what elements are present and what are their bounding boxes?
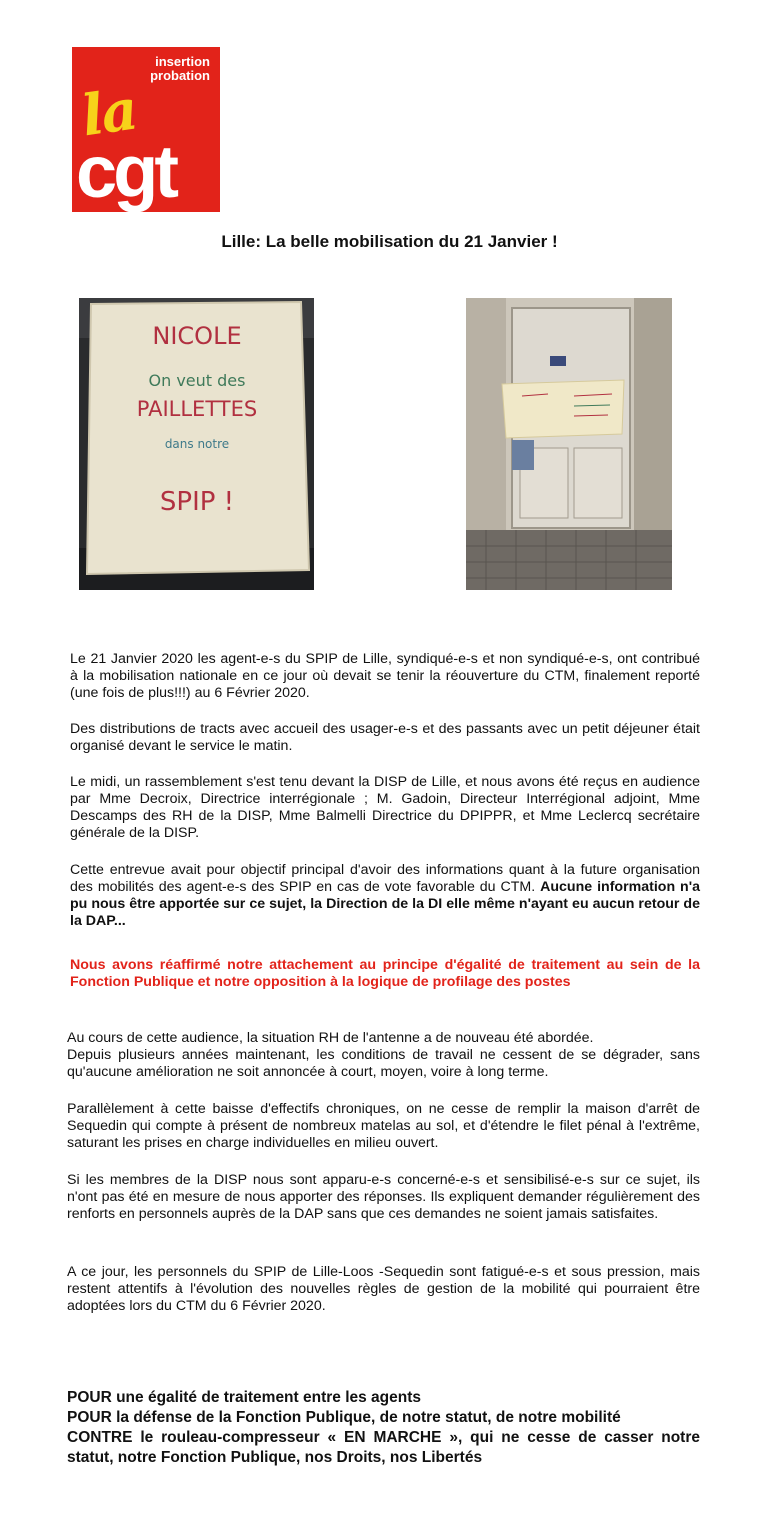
paragraph-situation-rh xyxy=(67,1030,700,1081)
banner-text-dans-notre: dans notre xyxy=(164,437,230,451)
paragraph-entrevue-text: Cette entrevue avait pour objectif principal d'avoir des informations quant à la future organisation des mobilités des agent-e-s des SPIP en cas de vote favorable du CTM. xyxy=(70,862,700,895)
slogan-fonction-publique: POUR la défense de la Fonction Publique, de notre statut, de notre mobilité xyxy=(67,1409,621,1426)
closing-slogans xyxy=(67,1388,700,1468)
logo-line-insertion: insertion xyxy=(155,54,210,69)
slogan-egalite: POUR une égalité de traitement entre les agents xyxy=(67,1389,422,1406)
cgt-logo xyxy=(72,47,220,212)
slogan-contre: CONTRE le rouleau-compresseur « EN MARCHE », qui ne cesse de casser notre statut, notre Fonction Publique, nos Droits, nos Libertés xyxy=(67,1429,700,1466)
banner-text-paillettes: PAILLETTES xyxy=(136,397,258,421)
paragraph-situation-rh-line1: Au cours de cette audience, la situation RH de l'antenne a de nouveau été abordée. xyxy=(67,1030,594,1046)
paragraph-situation-rh-line2: Depuis plusieurs années maintenant, les conditions de travail ne cessent de se dégrader, sans qu'aucune amélioration ne soit annoncée à court, moyen, voire à long terme. xyxy=(67,1047,700,1080)
paragraph-entrevue-bold: Aucune information n'a pu nous être apportée sur ce sujet, la Direction de la DI elle même n'ayant eu aucun retour de la DAP... xyxy=(70,879,700,929)
paragraph-ce-jour: A ce jour, les personnels du SPIP de Lille-Loos -Sequedin sont fatigué-e-s et sous pression, mais restent attentifs à l'évolution des nouvelles règles de gestion de la mobilité qui pourraient être adoptées lors du CTM du 6 Février 2020. xyxy=(67,1264,700,1314)
banner-text-spip: SPIP ! xyxy=(159,487,235,517)
banner-text-nicole: NICOLE xyxy=(152,322,242,350)
paragraph-effectifs: Parallèlement à cette baisse d'effectifs chroniques, on ne cesse de remplir la maison d'arrêt de Sequedin qui compte à présent de nombreux matelas au sol, et d'étendre le filet pénal à l'extrême, saturant les prises en charge individuelles en milieu ouvert. xyxy=(67,1101,700,1151)
paragraph-rassemblement: Le midi, un rassemblement s'est tenu devant la DISP de Lille, et nous avons été reçus en audience par Mme Decroix, Directrice interrégionale ; M. Gadoin, Directeur Interrégional adjoint, Mme Descamps des RH de la DISP, Mme Balmelli Directrice du DPIPPR, et Mme Leclercq secrétaire générale de la DISP. xyxy=(70,774,700,841)
logo-line-probation: probation xyxy=(150,68,210,83)
logo-cgt: cgt xyxy=(76,130,175,212)
page-title: Lille: La belle mobilisation du 21 Janvier ! xyxy=(221,232,558,251)
banner-text-on-veut: On veut des xyxy=(148,371,246,390)
paragraph-entrevue xyxy=(70,862,700,930)
logo-subtitle xyxy=(150,55,210,83)
logo-la: la xyxy=(77,76,140,150)
banner-photo-door xyxy=(466,298,672,590)
banner-photo-paillettes xyxy=(79,298,314,590)
paragraph-disp: Si les membres de la DISP nous sont apparu-e-s concerné-e-s et sensibilisé-e-s sur ce sujet, ils n'ont pas été en mesure de nous apporter des réponses. Ils expliquent demander régulièrement des renforts en personnels auprès de la DAP sans que ces demandes ne soient jamais satisfaites. xyxy=(67,1172,700,1222)
paragraph-reaffirmation: Nous avons réaffirmé notre attachement au principe d'égalité de traitement au sein de la Fonction Publique et notre opposition à la logique de profilage des postes xyxy=(70,957,700,990)
paragraph-distributions: Des distributions de tracts avec accueil des usager-e-s et des passants avec un petit déjeuner était organisé devant le service le matin. xyxy=(70,721,700,754)
paragraph-mobilisation: Le 21 Janvier 2020 les agent-e-s du SPIP de Lille, syndiqué-e-s et non syndiqué-e-s, ont contribué à la mobilisation nationale en ce jour où devait se tenir la réouverture du CTM, finalement reporté (une fois de plus!!!) au 6 Février 2020. xyxy=(70,651,700,701)
